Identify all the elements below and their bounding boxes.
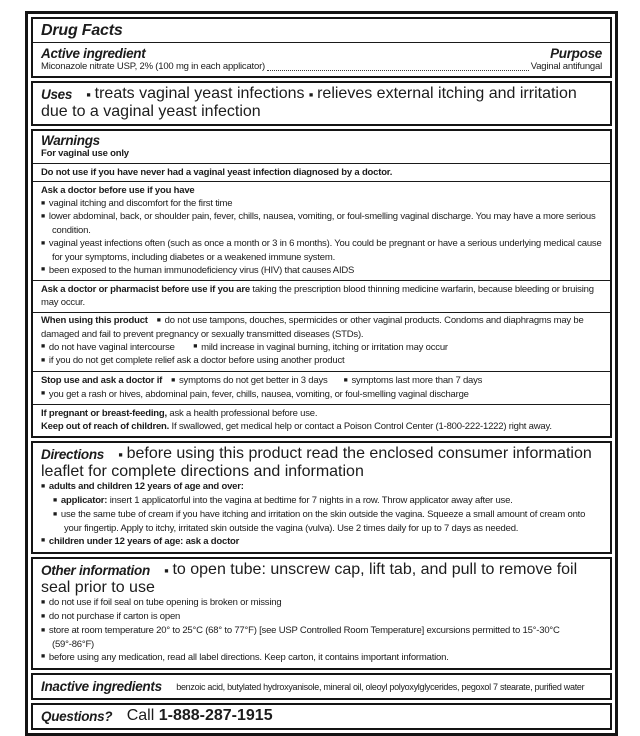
warnings-divider: [33, 371, 610, 372]
when-using-pair: [41, 342, 602, 356]
stop-use-item: ■ symptoms last more than 7 days: [344, 375, 483, 386]
ask-doctor-list: [41, 198, 602, 279]
other-info-item: ■ to open tube: unscrew cap, lift tab, and pull to remove foil seal prior to use: [41, 561, 577, 596]
pregnant-statement: [41, 408, 602, 421]
warnings-divider: [33, 312, 610, 313]
directions-list: [41, 481, 602, 549]
questions-heading: Questions?: [41, 709, 113, 725]
section-warnings: [31, 129, 612, 438]
applicator-lead: applicator:: [60, 495, 108, 507]
list-item: ■ children under 12 years of age: ask a doctor: [41, 536, 602, 550]
pregnant-text: ask a health professional before use.: [169, 407, 318, 419]
do-not-use-statement: Do not use if you have never had a vaginal yeast infection diagnosed by a doctor.: [41, 166, 393, 178]
list-item: ■ vaginal itching and discomfort for the first time: [41, 198, 602, 212]
uses-item: ■ treats vaginal yeast infections: [87, 85, 305, 102]
call-label: Call: [126, 707, 155, 725]
drug-facts-title: Drug Facts: [41, 22, 123, 39]
list-item: ■ do not use if foil seal on tube opening is broken or missing: [41, 597, 602, 611]
list-item: ■ do not purchase if carton is open: [41, 611, 602, 625]
stop-use-item: ■ you get a rash or hives, abdominal pain, fever, chills, nausea, vomiting, or foul-smelling vaginal discharge: [41, 389, 469, 400]
ask-pharmacist-lead: Ask a doctor or pharmacist before use if you are: [41, 283, 250, 295]
inactive-ingredients-text: benzoic acid, butylated hydroxyanisole, mineral oil, oleoyl polyoxylglycerides, pegoxol 7 stearate, purified water: [176, 682, 585, 693]
ask-doctor-lead: Ask a doctor before use if you have: [41, 184, 195, 196]
drug-facts-label: [25, 11, 618, 736]
when-using-item: ■ if you do not get complete relief ask a doctor before using another product: [41, 355, 344, 366]
list-item: ■ lower abdominal, back, or shoulder pain, fever, chills, nausea, vomiting, or foul-smelling vaginal discharge. You may have a more serious condition.: [41, 211, 602, 238]
when-using-item: ■ mild increase in vaginal burning, itching or irritation may occur: [193, 342, 448, 353]
directions-intro: ■ before using this product read the enclosed consumer information leaflet for complete directions and information: [41, 445, 592, 480]
list-item: ■ before using any medication, read all label directions. Keep carton, it contains important information.: [41, 652, 602, 666]
keep-out-statement: [41, 421, 602, 434]
list-item: ■ adults and children 12 years of age and over:: [41, 481, 602, 495]
other-information-heading: Other information: [41, 563, 150, 579]
directions-heading: Directions: [41, 447, 105, 463]
when-using-item: ■ do not have vaginal intercourse: [41, 342, 175, 353]
ask-pharmacist-text: taking the prescription blood thinning medicine warfarin, because bleeding or bruising may occur.: [41, 283, 594, 308]
section-active-ingredient: [31, 17, 612, 78]
when-using-last: [41, 355, 602, 369]
dotted-leader: [267, 70, 529, 71]
keep-out-lead: Keep out of reach of children.: [41, 420, 170, 432]
for-vaginal-use-only: For vaginal use only: [41, 148, 129, 160]
uses-heading: Uses: [41, 87, 73, 103]
inactive-ingredients-heading: Inactive ingredients: [41, 679, 162, 695]
keep-out-text: If swallowed, get medical help or contact a Poison Control Center (1-800-222-1222) right away.: [171, 420, 552, 432]
section-directions: [31, 441, 612, 554]
section-uses: [31, 81, 612, 126]
ask-pharmacist-statement: [41, 284, 602, 310]
when-using-lead: When using this product: [41, 315, 148, 327]
stop-use-lead: Stop use and ask a doctor if: [41, 374, 163, 386]
active-ingredient-row: [41, 46, 602, 61]
section-questions: [31, 703, 612, 730]
list-item: ■ been exposed to the human immunodeficiency virus (HIV) that causes AIDS: [41, 265, 602, 279]
purpose-heading: Purpose: [550, 45, 602, 61]
other-information-list: [41, 597, 602, 665]
section-inactive-ingredients: [31, 673, 612, 700]
ingredient-name: Miconazole nitrate USP, 2% (100 mg in each applicator): [41, 60, 266, 72]
list-item: ■ store at room temperature 20° to 25°C (68° to 77°F) [see USP Controlled Room Temperature] excursions permitted to 15°-30°C (59°-86°F): [41, 625, 602, 652]
warnings-divider: [33, 181, 610, 182]
section-other-information: [31, 557, 612, 670]
when-using-item: ■ do not use tampons, douches, spermicides or other vaginal products. Condoms and diaphragms may be damaged and fail to prevent pregnancy or sexually transmitted diseases (STDs).: [41, 315, 584, 340]
pregnant-lead: If pregnant or breast-feeding,: [41, 407, 167, 419]
ingredient-line: [41, 61, 602, 74]
list-item: [53, 495, 602, 509]
warnings-divider: [33, 280, 610, 281]
uses-item: ■ relieves external itching and irritation due to a vaginal yeast infection: [41, 85, 577, 120]
warnings-divider: [33, 163, 610, 164]
ingredient-purpose: Vaginal antifungal: [530, 60, 602, 72]
list-item: ■ vaginal yeast infections often (such as once a month or 3 in 6 months). You could be pregnant or have a serious underlying medical cause for your symptoms, including diabetes or a weakened immune system.: [41, 238, 602, 265]
applicator-text: insert 1 applicatorful into the vagina at bedtime for 7 nights in a row. Throw applicator away after use.: [109, 495, 513, 507]
title-divider: [33, 42, 610, 43]
phone-number: 1-888-287-1915: [158, 707, 273, 725]
stop-use-last: [41, 389, 602, 403]
stop-use-statement: [41, 375, 602, 389]
when-using-statement: [41, 315, 602, 342]
active-ingredient-heading: Active ingredient: [41, 45, 146, 61]
stop-use-item: ■ symptoms do not get better in 3 days: [171, 375, 327, 386]
warnings-divider: [33, 404, 610, 405]
list-item: ■ use the same tube of cream if you have itching and irritation on the skin outside the vagina. Squeeze a small amount of cream onto your fingertip. Apply to itchy, irritated skin outside the vagina (vulva). Use 2 times daily for up to 7 days as needed.: [53, 509, 602, 536]
warnings-heading: Warnings: [41, 133, 100, 149]
